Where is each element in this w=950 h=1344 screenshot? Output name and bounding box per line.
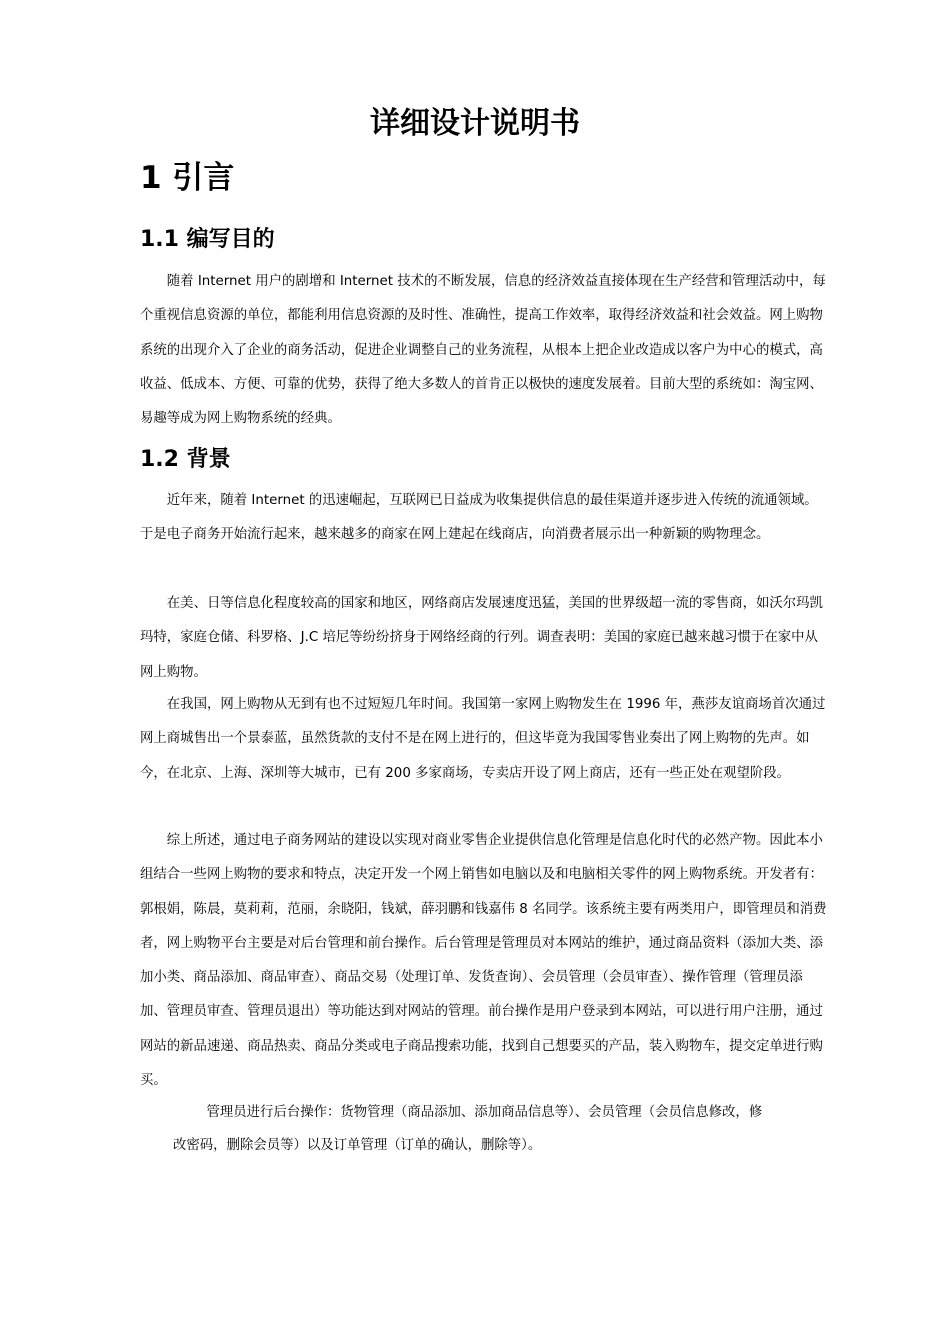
section-heading-purpose: 1.1 编写目的 bbox=[140, 227, 275, 252]
paragraph-background-2: 在美、日等信息化程度较高的国家和地区，网络商店发展速度迅猛，美国的世界级超一流的零售商，如沃尔玛凯玛特，家庭仓储、科罗格、J.C 培尼等纷纷挤身于网络经商的行列。调查表明：美国的家庭已越来越习惯于在家中从网上购物。 bbox=[140, 596, 823, 680]
chapter-heading-introduction: 1 引言 bbox=[140, 160, 235, 196]
document-title: 详细设计说明书 bbox=[370, 106, 580, 141]
section-heading-background: 1.2 背景 bbox=[140, 447, 231, 472]
paragraph-background-3: 在我国，网上购物从无到有也不过短短几年时间。我国第一家网上购物发生在 1996 年，燕莎友谊商场首次通过网上商城售出一个景泰蓝，虽然货款的支付不是在网上进行的，但这毕竟为我国零售业奏出了网上购物的先声。如今，在北京、上海、深圳等大城市，已有 200 多家商场，专卖店开设了网上商店，还有一些正处在观望阶段。 bbox=[140, 697, 826, 781]
paragraph-purpose: 随着 Internet 用户的剧增和 Internet 技术的不断发展，信息的经济效益直接体现在生产经营和管理活动中，每个重视信息资源的单位，都能利用信息资源的及时性、准确性，提高工作效率，取得经济效益和社会效益。网上购物系统的出现介入了企业的商务活动，促进企业调整自己的业务流程，从根本上把企业改造成以客户为中心的模式，高收益、低成本、方便、可靠的优势，获得了绝大多数人的首肯正以极快的速度发展着。目前大型的系统如：淘宝网、易趣等成为网上购物系统的经典。 bbox=[140, 274, 826, 427]
paragraph-background-4: 综上所述，通过电子商务网站的建设以实现对商业零售企业提供信息化管理是信息化时代的必然产物。因此本小组结合一些网上购物的要求和特点，决定开发一个网上销售如电脑以及和电脑相关零件的网上购物系统。开发者有：郭根娟，陈晨，莫莉莉，范丽，余晓阳，钱斌，薛羽鹏和钱嘉伟 8 名同学。该系统主要有两类用户，即管理员和消费者，网上购物平台主要是对后台管理和前台操作。后台管理是管理员对本网站的维护，通过商品资料（添加大类、添加小类、商品添加、商品审查）、商品交易（处理订单、发货查询）、会员管理（会员审查）、操作管理（管理员添加、管理员审查、管理员退出）等功能达到对网站的管理。前台操作是用户登录到本网站，可以进行用户注册，通过网站的新品速递、商品热卖、商品分类或电子商品搜索功能，找到自己想要买的产品，装入购物车，提交定单进行购买。 bbox=[140, 833, 827, 1089]
paragraph-background-5: 管理员进行后台操作：货物管理（商品添加、添加商品信息等）、会员管理（会员信息修改，修改密码，删除会员等）以及订单管理（订单的确认，删除等）。 bbox=[173, 1105, 763, 1153]
paragraph-background-1: 近年来，随着 Internet 的迅速崛起，互联网已日益成为收集提供信息的最佳渠道并逐步进入传统的流通领域。于是电子商务开始流行起来，越来越多的商家在网上建起在线商店，向消费者展示出一种新颖的购物理念。 bbox=[140, 493, 818, 543]
